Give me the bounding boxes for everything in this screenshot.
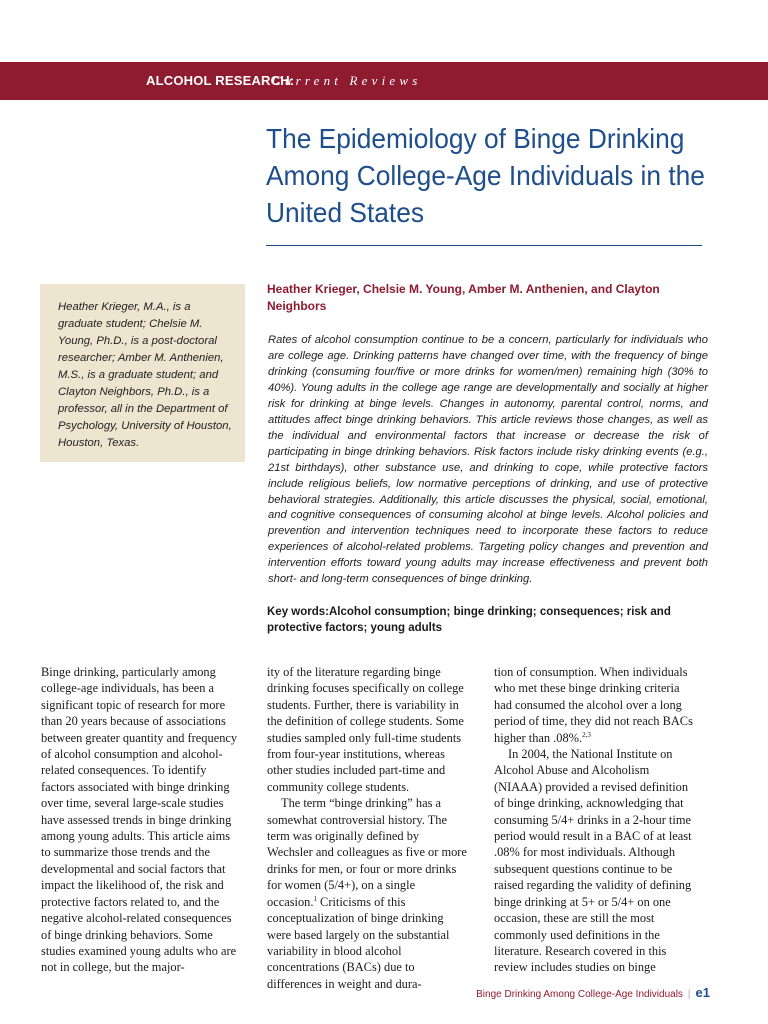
body-paragraph: Binge drinking, particularly among college-age individuals, has been a significant topic of research for more than 20 years because of associations between greater quantity and frequency of alcohol consumption and alcohol-related consequences. To identify factors associated with binge drinking over time, several large-scale studies have assessed trends in binge drinking among young adults. This article aims to summarize those trends and the developmental and social factors that impact the likelihood of, the risk and protective factors related to, and the negative alcohol-related consequences of binge drinking behaviors. Some studies examined young adults who are not in college, but the major- [41, 665, 238, 975]
keywords-list: Alcohol consumption; binge drinking; consequences; risk and protective factors; young adults [267, 606, 671, 634]
body-paragraph: ity of the literature regarding binge drinking focuses specifically on college students. Further, there is variability in the definition of college students. Some studies sampled only full-time students from four-year institutions, whereas other studies included part-time and community college students. [267, 665, 464, 794]
article-abstract: Rates of alcohol consumption continue to be a concern, particularly for individuals who are college age. Drinking patterns have changed over time, with the frequency of binge drinking (consuming four/five or more drinks for women/men) remaining high (30% to 40%). Young adults in the college age range are developmentally and socially at higher risk for drinking at binge levels. Changes in autonomy, parental control, norms, and attitudes affect binge drinking behaviors. This article reviews those changes, as well as the individual and environmental factors that increase or decrease the risk of participating in binge drinking behaviors. Risk factors include risky drinking events (e.g., 21st birthdays), other substance use, and drinking to cope, while protective factors include religious beliefs, low normative perceptions of drinking, and use of protective behavioral strategies. Additionally, this article discusses the physical, social, emotional, and cognitive consequences of consuming alcohol at binge levels. Alcohol policies and prevention and intervention techniques need to incorporate these factors to reduce experiences of alcohol-related problems. Targeting policy changes and prevention and intervention efforts toward young adults may increase effectiveness and prevent both short- and long-term consequences of binge drinking. [268, 334, 708, 586]
journal-section: Current Reviews [272, 73, 422, 88]
body-paragraph: In 2004, the National Institute on Alcohol Abuse and Alcoholism (NIAAA) provided a revised definition of binge drinking, acknowledging that consuming 5/4+ drinks in a 2-hour time period would result in a BAC of at least .08% for most individuals. Although subsequent questions continue to be raised regarding the validity of defining binge drinking at 5+ or 5/4+ on one occasion, these are still the most commonly used definitions in the literature. Research covered in this review includes studies on binge [494, 747, 692, 975]
citation-marker: 1 [313, 894, 317, 903]
journal-banner [0, 62, 768, 100]
article-title: The Epidemiology of Binge Drinking Among College-Age Individuals in the United States [266, 123, 705, 228]
body-paragraph [267, 795, 467, 992]
footer-separator: | [687, 989, 691, 1000]
author-bio-box: Heather Krieger, M.A., is a graduate student; Chelsie M. Young, Ph.D., is a post-doctoral researcher; Amber M. Anthenien, M.S., is a graduate student; and Clayton Neighbors, Ph.D., is a professor, all in the Department of Psychology, University of Houston, Houston, Texas. [40, 284, 245, 462]
keywords [267, 604, 707, 636]
keywords-label: Key words: [267, 606, 329, 618]
body-paragraph [494, 664, 694, 746]
title-divider [266, 245, 702, 246]
running-title: Binge Drinking Among College-Age Individuals [476, 989, 683, 1000]
article-authors: Heather Krieger, Chelsie M. Young, Amber M. Anthenien, and Clayton Neighbors [267, 282, 660, 313]
body-column-2 [267, 664, 467, 992]
body-column-1 [41, 664, 241, 976]
body-text: Criticisms of this conceptualization of binge drinking were based largely on the substantial variability in blood alcohol concentrations (BACs) due to differences in weight and dura- [267, 894, 450, 991]
citation-marker: 2,3 [582, 730, 591, 739]
page-number: e1 [695, 985, 710, 1000]
body-column-3 [494, 664, 694, 976]
body-text: The term “binge drinking” has a somewhat controversial history. The term was originally defined by Wechsler and colleagues as five or more drinks for men, or four or more drinks for women (5/4+), on a single occasion. [267, 796, 467, 909]
body-text: tion of consumption. When individuals who met these binge drinking criteria had consumed the alcohol over a long period of time, they did not reach BACs higher than .08%. [494, 665, 693, 745]
journal-name: ALCOHOL RESEARCH: [146, 73, 295, 88]
page-footer [470, 985, 710, 1000]
